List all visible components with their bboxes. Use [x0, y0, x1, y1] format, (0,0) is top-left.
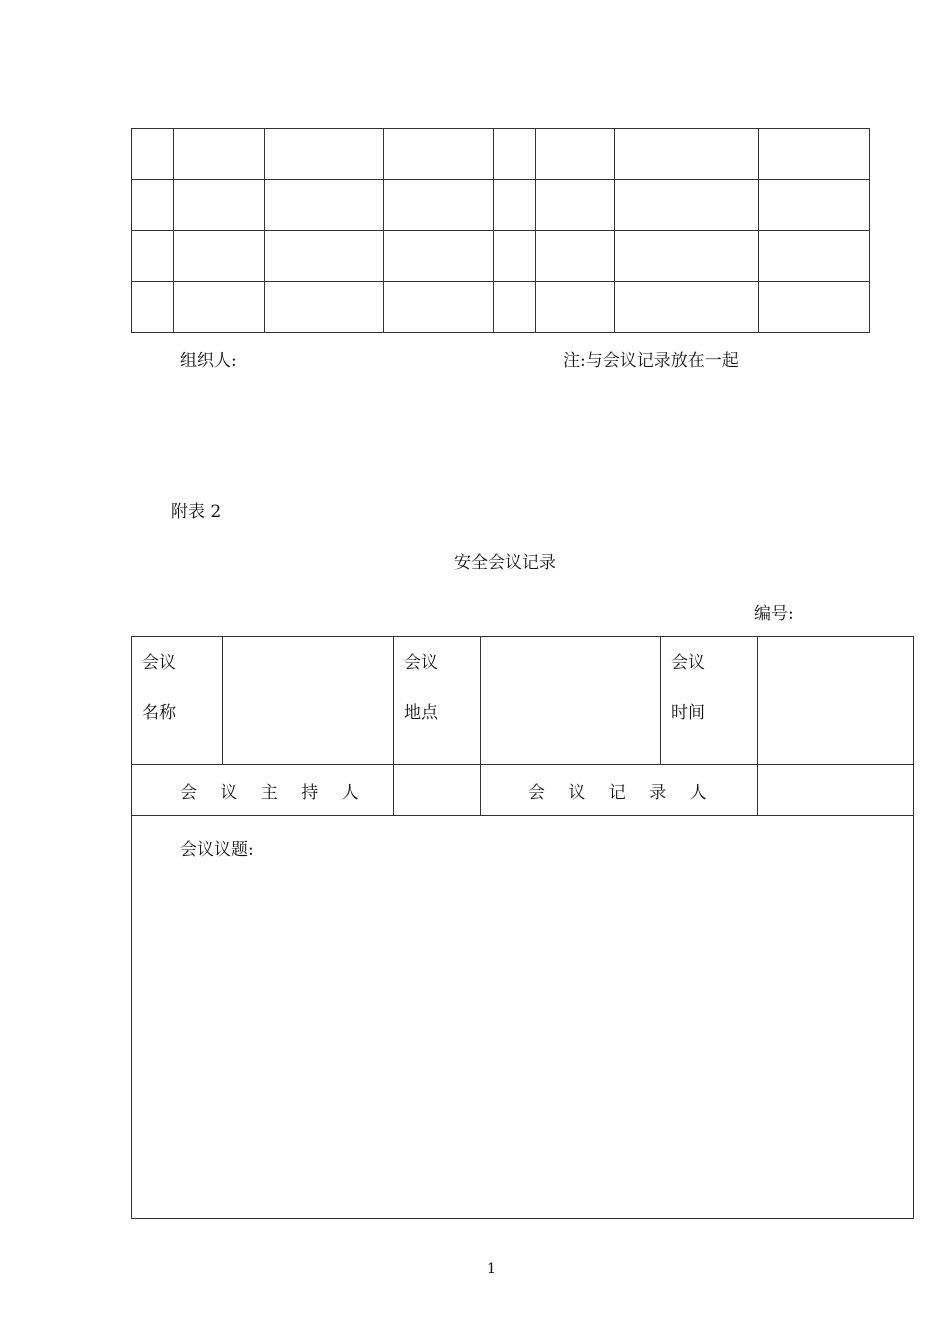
table-row [132, 816, 914, 1219]
grid-cell [494, 282, 536, 333]
grid-cell [615, 282, 759, 333]
grid-cell [174, 180, 265, 231]
grid-cell [384, 282, 494, 333]
meeting-topics-label: 会议议题: [180, 840, 254, 860]
grid-cell [384, 231, 494, 282]
meeting-time-label-line1: 会议 [671, 653, 705, 673]
meeting-time-label-cell [661, 637, 758, 765]
meeting-location-label-line2: 地点 [404, 703, 438, 723]
table-row [132, 282, 870, 333]
meeting-location-label-cell [394, 637, 481, 765]
meeting-location-label-line1: 会议 [404, 653, 438, 673]
meeting-time-label-line2: 时间 [671, 703, 705, 723]
table-row [132, 637, 914, 765]
meeting-host-label-cell [132, 765, 394, 816]
grid-cell [265, 129, 384, 180]
grid-cell [536, 129, 615, 180]
grid-cell [759, 180, 870, 231]
number-label: 编号: [754, 604, 794, 624]
grid-cell [132, 180, 174, 231]
grid-cell [615, 231, 759, 282]
table-row [132, 180, 870, 231]
meeting-recorder-value-cell[interactable] [758, 765, 914, 816]
table-row [132, 765, 914, 816]
page-number: 1 [487, 1261, 496, 1277]
meeting-record-table [131, 636, 914, 1219]
meeting-name-label-line2: 名称 [142, 703, 176, 723]
grid-cell [759, 231, 870, 282]
grid-cell [132, 231, 174, 282]
meeting-host-value-cell[interactable] [394, 765, 481, 816]
grid-cell [132, 129, 174, 180]
grid-cell [174, 231, 265, 282]
meeting-location-value-cell[interactable] [481, 637, 661, 765]
grid-cell [265, 231, 384, 282]
grid-cell [132, 282, 174, 333]
grid-cell [174, 129, 265, 180]
meeting-name-value-cell[interactable] [223, 637, 394, 765]
meeting-name-label-line1: 会议 [142, 653, 176, 673]
grid-cell [536, 180, 615, 231]
grid-cell [536, 282, 615, 333]
organizer-label: 组织人: [180, 351, 237, 371]
meeting-topics-cell[interactable] [132, 816, 914, 1219]
note-text: 注:与会议记录放在一起 [563, 351, 739, 371]
grid-cell [494, 180, 536, 231]
meeting-recorder-label-cell [481, 765, 758, 816]
grid-cell [536, 231, 615, 282]
grid-cell [384, 129, 494, 180]
grid-cell [494, 129, 536, 180]
table-row [132, 129, 870, 180]
meeting-recorder-label: 会 议 记 录 人 [528, 782, 716, 803]
grid-cell [174, 282, 265, 333]
grid-cell [615, 129, 759, 180]
appendix-label: 附表 2 [171, 502, 222, 522]
grid-cell [265, 282, 384, 333]
meeting-time-value-cell[interactable] [758, 637, 914, 765]
grid-cell [615, 180, 759, 231]
table-row [132, 231, 870, 282]
grid-cell [494, 231, 536, 282]
attendance-grid-table [131, 128, 870, 333]
grid-cell [759, 282, 870, 333]
document-title: 安全会议记录 [454, 553, 556, 573]
meeting-host-label: 会 议 主 持 人 [180, 782, 368, 803]
meeting-name-label-cell [132, 637, 223, 765]
grid-cell [265, 180, 384, 231]
grid-cell [759, 129, 870, 180]
grid-cell [384, 180, 494, 231]
